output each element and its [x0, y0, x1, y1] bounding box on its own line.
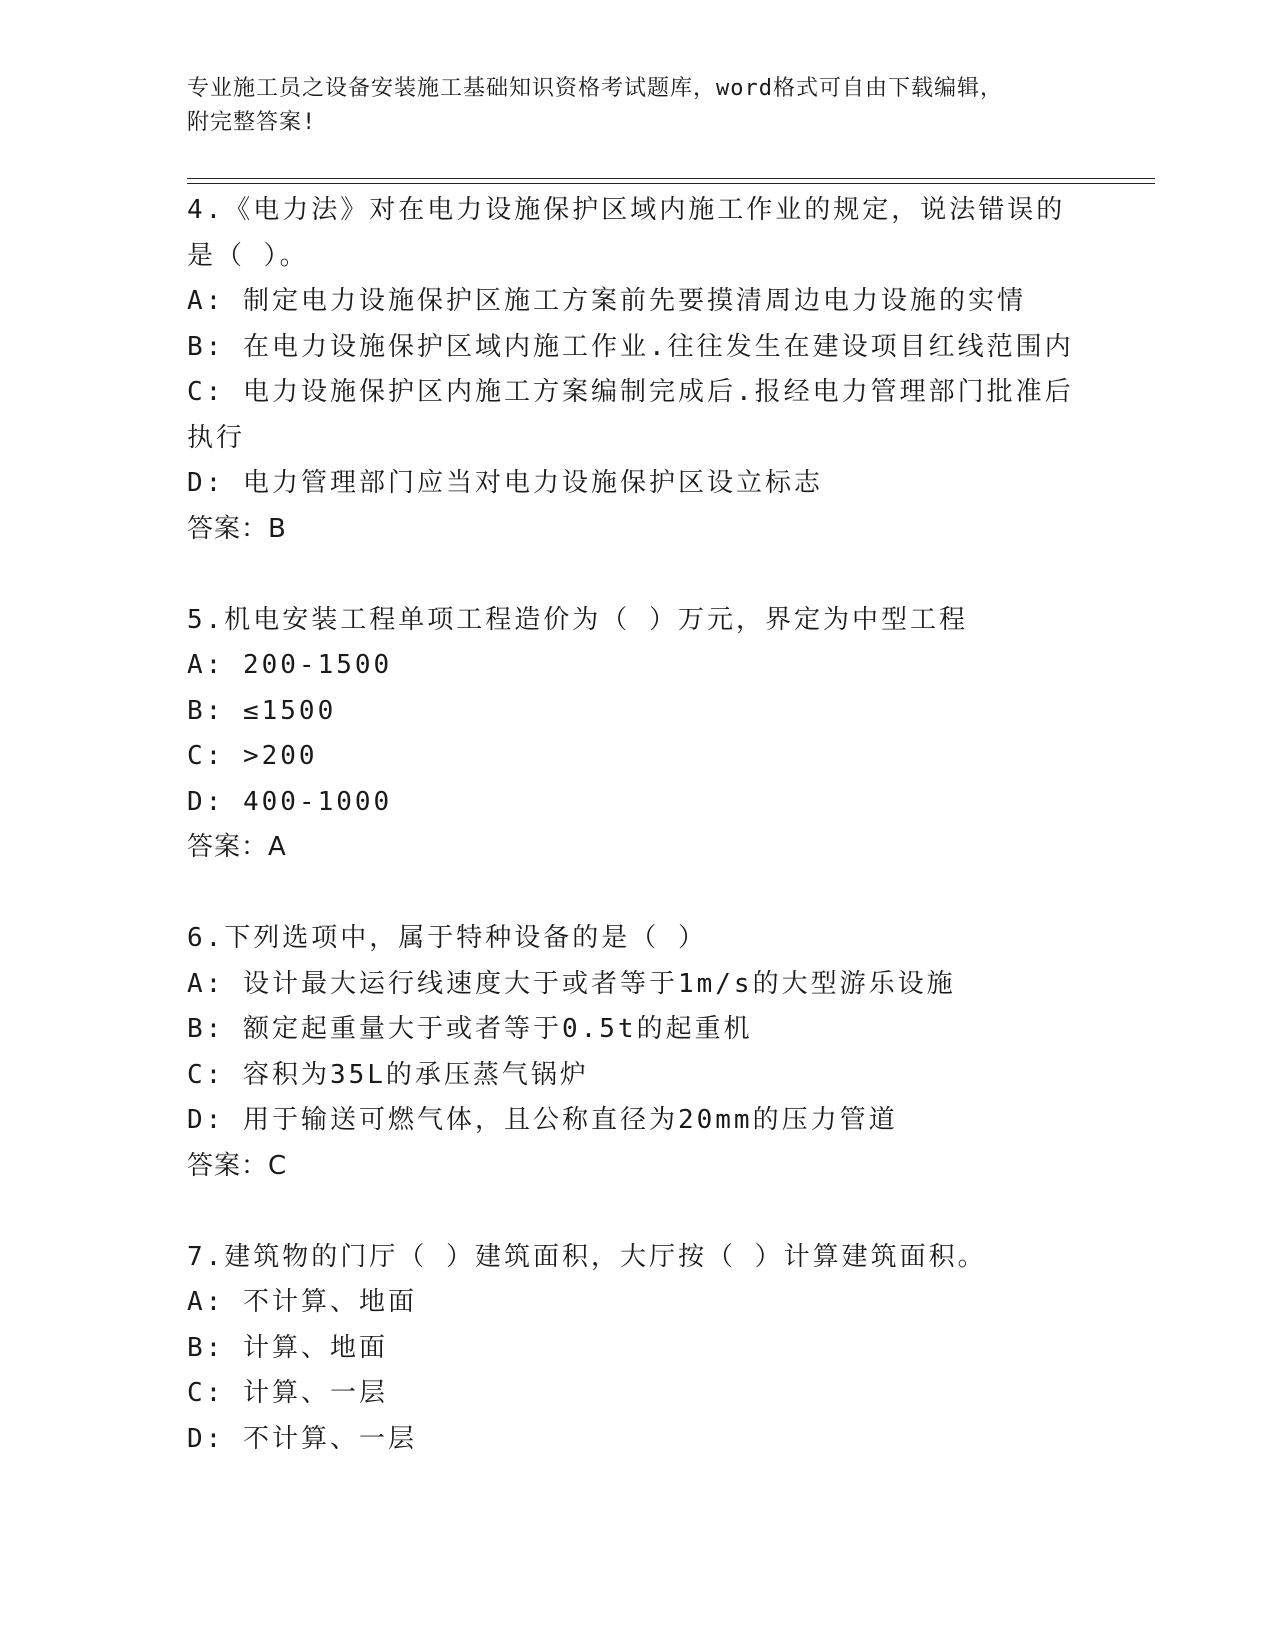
answer-key: 答案：A	[187, 832, 287, 862]
answer-option: B: 计算、地面	[187, 1332, 388, 1363]
answer-key: 答案：C	[187, 1150, 288, 1181]
question-block	[187, 598, 1067, 871]
header-line-1: 专业施工员之设备安装施工基础知识资格考试题库，word格式可自由下载编辑，	[187, 76, 1003, 101]
question-block	[187, 916, 1067, 1189]
answer-option: A: 制定电力设施保护区施工方案前先要摸清周边电力设施的实情	[187, 286, 1026, 316]
answer-option: A: 设计最大运行线速度大于或者等于1m/s的大型游乐设施	[187, 968, 956, 999]
answer-option: B: ≤1500	[187, 695, 337, 726]
answer-option: B: 在电力设施保护区域内施工作业.往往发生在建设项目红线范围内	[187, 331, 1074, 362]
document-header	[187, 72, 1067, 140]
answer-option: A: 不计算、地面	[187, 1287, 417, 1317]
answer-option: B: 额定起重量大于或者等于0.5t的起重机	[187, 1014, 753, 1044]
question-spacer	[187, 1189, 1067, 1235]
question-block	[187, 1235, 1067, 1463]
answer-option: D: 用于输送可燃气体，且公称直径为20mm的压力管道	[187, 1105, 898, 1135]
question-spacer	[187, 871, 1067, 917]
header-divider-bottom	[187, 183, 1155, 184]
question-stem: 是（ ）。	[187, 240, 309, 271]
answer-option: 执行	[187, 422, 246, 453]
question-stem: 7.建筑物的门厅（ ）建筑面积，大厅按（ ）计算建筑面积。	[187, 1241, 987, 1272]
question-spacer	[187, 552, 1067, 598]
header-line-2: 附完整答案!	[187, 110, 317, 135]
answer-key: 答案：B	[187, 513, 287, 544]
answer-option: C: 容积为35L的承压蒸气锅炉	[187, 1059, 589, 1090]
question-stem: 4.《电力法》对在电力设施保护区域内施工作业的规定，说法错误的	[187, 195, 1066, 225]
answer-option: C: >200	[187, 741, 318, 771]
answer-option: D: 电力管理部门应当对电力设施保护区设立标志	[187, 468, 823, 498]
answer-option: D: 400-1000	[187, 786, 393, 817]
question-block	[187, 188, 1074, 552]
question-list	[187, 188, 1074, 1462]
question-stem: 6.下列选项中，属于特种设备的是（ ）	[187, 923, 707, 953]
answer-option: A: 200-1500	[187, 650, 393, 680]
question-stem: 5.机电安装工程单项工程造价为（ ）万元，界定为中型工程	[187, 604, 968, 635]
answer-option: D: 不计算、一层	[187, 1423, 417, 1454]
answer-option: C: 电力设施保护区内施工方案编制完成后.报经电力管理部门批准后	[187, 377, 1074, 407]
header-divider-top	[187, 178, 1155, 179]
answer-option: C: 计算、一层	[187, 1378, 388, 1408]
